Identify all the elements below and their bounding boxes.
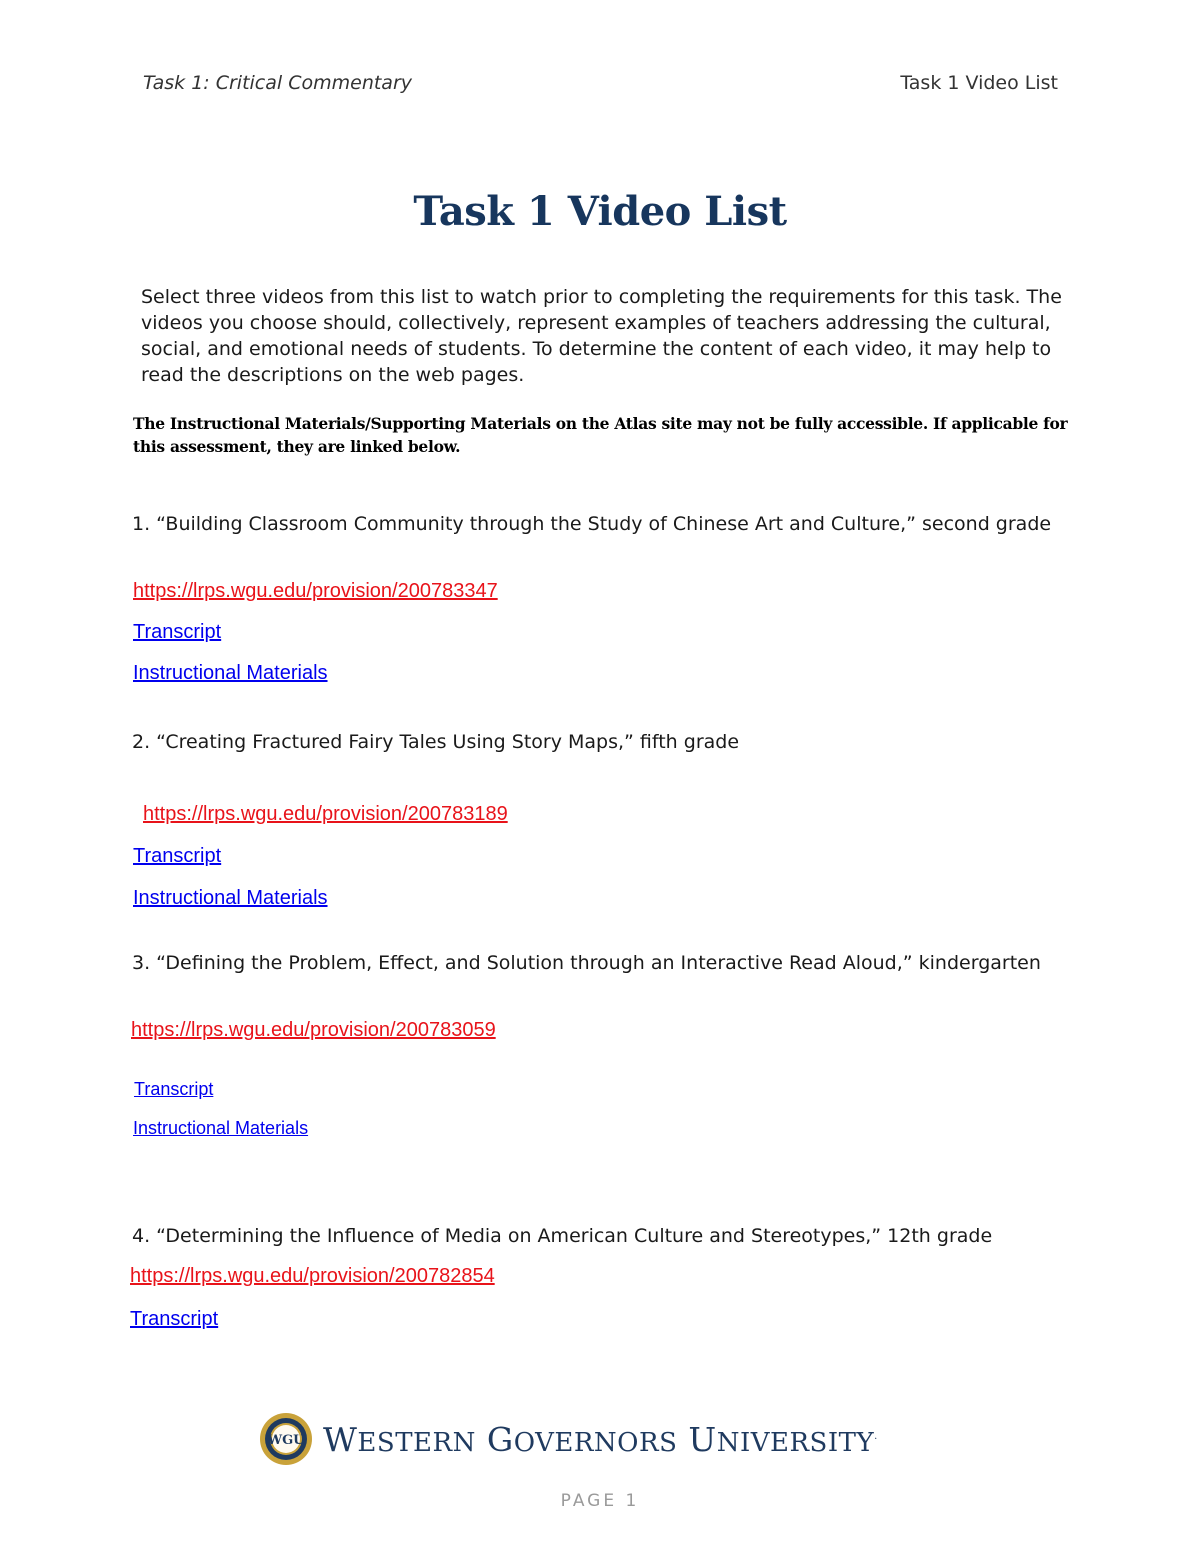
- video-item-3-link[interactable]: https://lrps.wgu.edu/provision/200783059: [131, 1019, 496, 1041]
- video-item-3-materials-link[interactable]: Instructional Materials: [133, 1118, 309, 1138]
- seal-monogram: WGU: [267, 1433, 305, 1448]
- header-right-text: Task 1 Video List: [900, 72, 1058, 94]
- wgu-seal-icon: [259, 1412, 313, 1466]
- page-title: Task 1 Video List: [413, 188, 787, 235]
- video-item-1-materials-link[interactable]: Instructional Materials: [133, 662, 328, 684]
- video-item-4-link[interactable]: https://lrps.wgu.edu/provision/200782854: [130, 1265, 495, 1287]
- header-left-text: Task 1: Critical Commentary: [143, 72, 413, 94]
- video-item-2-transcript-link[interactable]: Transcript: [133, 845, 222, 867]
- video-item-4-title: 4. “Determining the Influence of Media on American Culture and Stereotypes,” 12th grade: [132, 1225, 993, 1247]
- wgu-wordmark: WESTERN GOVERNORS UNIVERSITY.: [323, 1419, 878, 1459]
- video-item-1-title: 1. “Building Classroom Community through the Study of Chinese Art and Culture,” second grade: [132, 513, 1052, 535]
- video-item-3-transcript-link[interactable]: Transcript: [134, 1079, 214, 1099]
- wgu-logo: [259, 1410, 878, 1468]
- accessibility-notice: The Instructional Materials/Supporting Materials on the Atlas site may not be fully accessible. If applicable for this assessment, they are linked below.: [133, 414, 1068, 456]
- video-item-3-title: 3. “Defining the Problem, Effect, and Solution through an Interactive Read Aloud,” kindergarten: [132, 952, 1041, 974]
- video-item-4-transcript-link[interactable]: Transcript: [130, 1308, 219, 1330]
- intro-paragraph: Select three videos from this list to watch prior to completing the requirements for this task. The videos you choose should, collectively, represent examples of teachers addressing the cultural, social, and emotional needs of students. To determine the content of each video, it may help to read the descriptions on the web pages.: [141, 286, 1062, 386]
- video-item-2-materials-link[interactable]: Instructional Materials: [133, 887, 328, 909]
- video-item-2-title: 2. “Creating Fractured Fairy Tales Using Story Maps,” fifth grade: [132, 731, 740, 753]
- video-item-1-transcript-link[interactable]: Transcript: [133, 621, 222, 643]
- page-number: PAGE 1: [560, 1491, 640, 1511]
- video-item-1-link[interactable]: https://lrps.wgu.edu/provision/200783347: [133, 580, 498, 602]
- video-item-2-link[interactable]: https://lrps.wgu.edu/provision/200783189: [143, 803, 508, 825]
